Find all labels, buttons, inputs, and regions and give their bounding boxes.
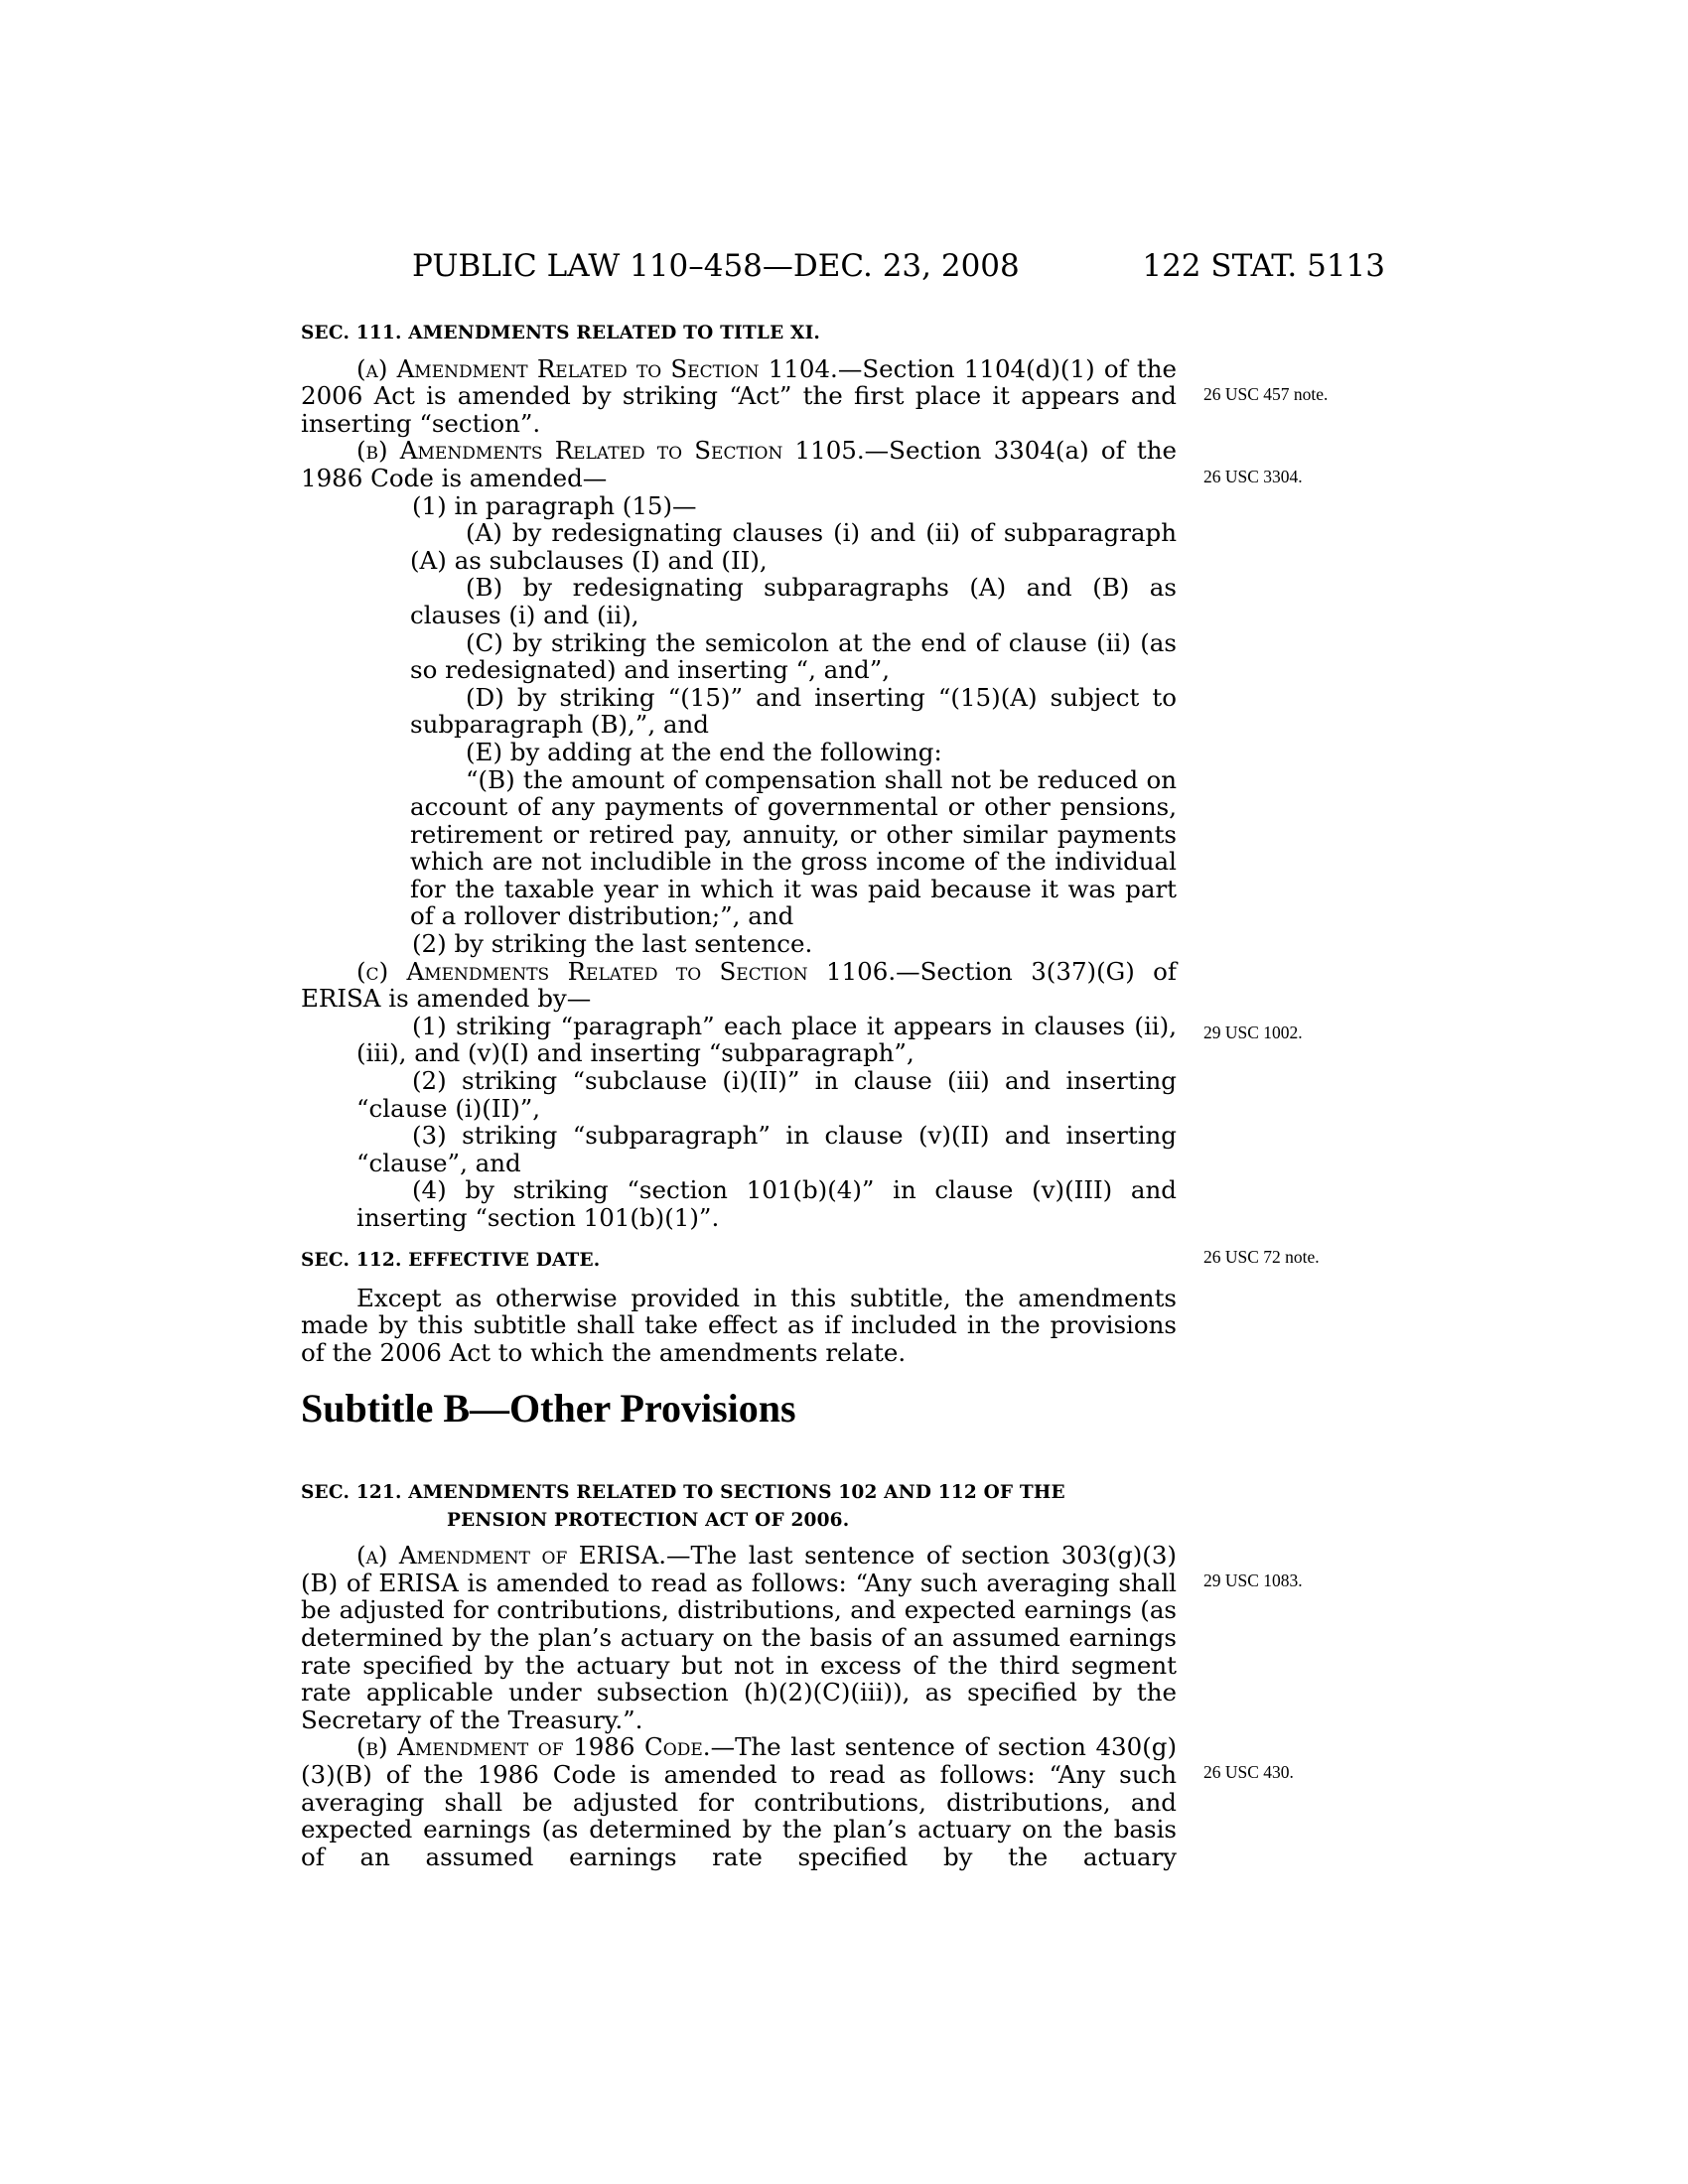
paragraph [301, 437, 1177, 491]
paragraph [301, 1542, 1177, 1733]
section-heading [301, 1479, 1177, 1534]
margin-note: 29 USC 1083. [1203, 1570, 1303, 1590]
running-head [412, 248, 1385, 288]
paragraph-text: —Section 3304(a) of the 1986 Code is amended— [301, 436, 1177, 492]
paragraph: (3) striking “subparagraph” in clause (v)(II) and inserting “clause”, and [356, 1121, 1177, 1177]
paragraph: (4) by striking “section 101(b)(4)” in clause (v)(III) and inserting “section 101(b)(1)”. [356, 1175, 1177, 1232]
paragraph-label: (a) Amendment Related to Section 1104. [356, 353, 838, 383]
paragraph-text: —Section 3(37)(G) of ERISA is amended by— [301, 956, 1177, 1014]
subtitle-block [301, 1386, 1177, 1431]
paragraph: (D) by striking “(15)” and inserting “(15)(A) subject to subparagraph (B),”, and [410, 682, 1177, 740]
section-111 [301, 320, 1177, 1232]
paragraph: (1) striking “paragraph” each place it appears in clauses (ii), (iii), and (v)(I) and inserting “subparagraph”, [356, 1011, 1177, 1068]
running-head-stat: 122 STAT. 5113 [1142, 248, 1385, 284]
paragraph-text: —The last sentence of section 303(g)(3)(B) of ERISA is amended to read as follows: “Any such averaging shall be adjusted for contributions, distributions, and expected earnings (as determined by the plan’s actuary on the basis of an assumed earnings rate specified by the actuary but not in excess of the third segment rate applicable under subsection (h)(2)(C)(iii)), as specified by the Secretary of the Treasury.”. [301, 1541, 1177, 1734]
section-heading-line: SEC. 121. AMENDMENTS RELATED TO SECTIONS 102 AND 112 OF THE [301, 1482, 1065, 1503]
paragraph: Except as otherwise provided in this subtitle, the amendments made by this subtitle shall take effect as if included in the provisions of the 2006 Act to which the amendments relate. [301, 1283, 1177, 1367]
paragraph: (A) by redesignating clauses (i) and (ii) of subparagraph (A) as subclauses (I) and (II), [410, 518, 1177, 575]
paragraph [301, 355, 1177, 438]
paragraph: (C) by striking the semicolon at the end of clause (ii) (as so redesignated) and inserting “, and”, [410, 627, 1177, 685]
section-heading-line: PENSION PROTECTION ACT OF 2006. [447, 1509, 850, 1531]
paragraph: (2) striking “subclause (i)(II)” in clause (iii) and inserting “clause (i)(II)”, [356, 1066, 1177, 1123]
paragraph-text: —Section 1104(d)(1) of the 2006 Act is amended by striking “Act” the first place it appears and inserting “section”. [301, 353, 1178, 438]
running-head-title: PUBLIC LAW 110–458—DEC. 23, 2008 [412, 248, 1020, 284]
paragraph: (E) by adding at the end the following: [466, 737, 942, 766]
margin-note: 26 USC 3304. [1203, 467, 1303, 486]
margin-note: 29 USC 1002. [1203, 1023, 1303, 1042]
paragraph-label: (b) Amendment of 1986 Code. [356, 1732, 711, 1762]
section-heading: SEC. 112. EFFECTIVE DATE. [301, 1250, 601, 1271]
paragraph: (B) by redesignating subparagraphs (A) and (B) as clauses (i) and (ii), [410, 573, 1177, 629]
paragraph-label: (a) Amendment of ERISA. [356, 1541, 667, 1570]
paragraph [301, 1733, 1177, 1870]
section-121 [301, 1479, 1177, 1870]
paragraph-text: —The last sentence of section 430(g)(3)(B) of the 1986 Code is amended to read as follows: “Any such averaging shall be adjusted for contributions, distributions, and expected earnings (as determined by the plan’s actuary on the basis of an assumed earnings rate specified by the actuary [301, 1732, 1178, 1871]
paragraph [301, 958, 1177, 1013]
paragraph-label: (b) Amendments Related to Section 1105. [356, 436, 865, 466]
section-112 [301, 1247, 1177, 1366]
section-heading: SEC. 111. AMENDMENTS RELATED TO TITLE XI. [301, 323, 821, 343]
margin-note: 26 USC 457 note. [1203, 384, 1329, 404]
quoted-text: “(B) the amount of compensation shall not be reduced on account of any payments of governmental or other pensions, retirement or retired pay, annuity, or other similar payments which are not includible in the gross income of the individual for the taxable year in which it was paid because it was part of a rollover distribution;”, and [410, 764, 1177, 931]
margin-note: 26 USC 430. [1203, 1762, 1294, 1782]
subtitle-heading: Subtitle B—Other Provisions [301, 1386, 796, 1431]
margin-note: 26 USC 72 note. [1203, 1247, 1320, 1267]
paragraph: (1) in paragraph (15)— [412, 490, 697, 520]
paragraph-label: (c) Amendments Related to Section 1106. [356, 956, 897, 986]
paragraph: (2) by striking the last sentence. [412, 929, 813, 959]
